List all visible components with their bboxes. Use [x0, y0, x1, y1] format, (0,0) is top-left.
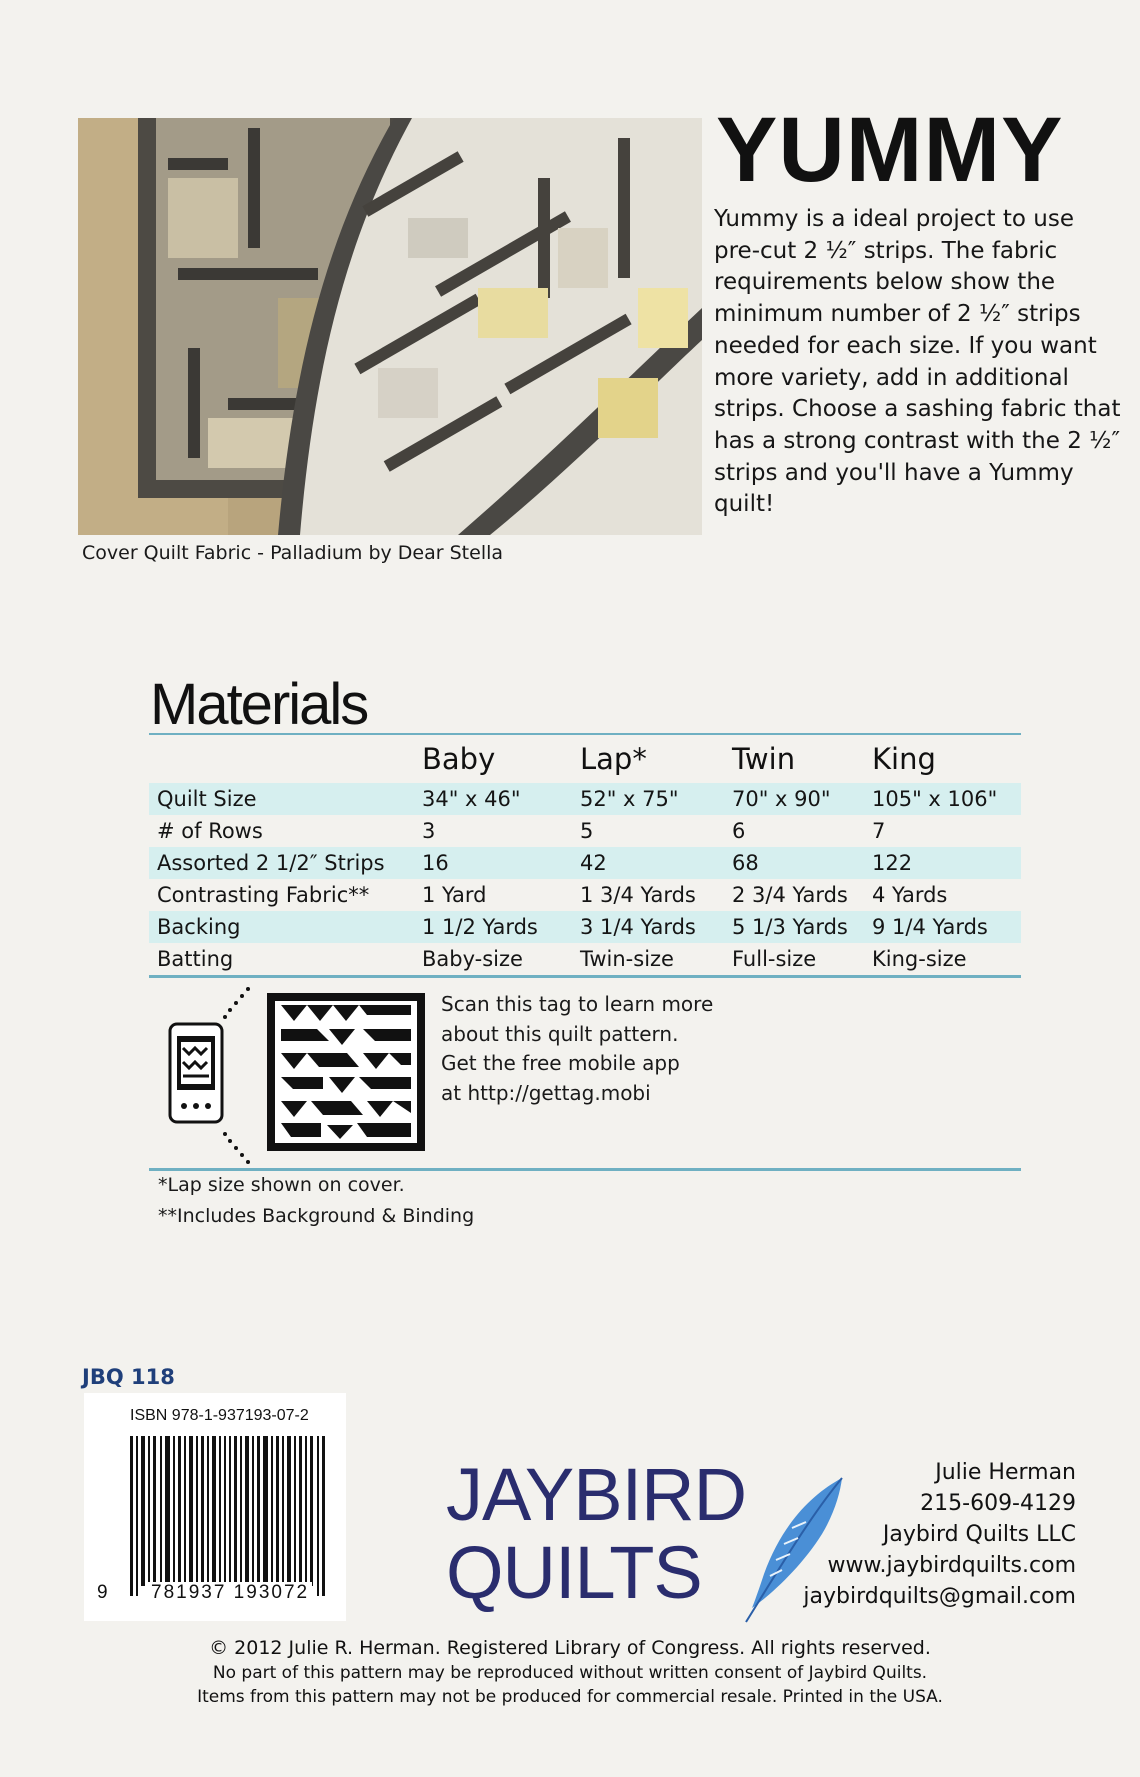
table-cell: 5: [580, 819, 594, 843]
table-cell: King-size: [872, 943, 1021, 977]
table-header-cell: Lap*: [580, 742, 647, 776]
intro-paragraph: Yummy is a ideal project to use pre-cut 2 ½″ strips. The fabric requirements below show the minimum number of 2 ½″ strips needed for each size. If you want more variety, add in additional strips. Choose a sashing fabric that has a strong contrast with the 2 ½″ strips and you'll have a Yummy quilt!: [714, 206, 1121, 518]
table-cell: 52" x 75": [580, 783, 732, 815]
microsoft-tag-code[interactable]: [267, 993, 425, 1151]
barcode-digits: 781937 193072: [148, 1582, 312, 1604]
materials-heading: Materials: [150, 672, 368, 737]
table-cell: # of Rows: [157, 819, 263, 843]
contact-phone: 215-609-4129: [920, 1491, 1076, 1516]
barcode: [130, 1436, 325, 1596]
table-cell: 1 3/4 Yards: [580, 883, 696, 907]
table-cell: Baby-size: [422, 943, 580, 977]
table-cell: Backing: [149, 911, 422, 943]
legal-notice: [100, 1636, 1040, 1710]
table-cell: 1 1/2 Yards: [422, 911, 580, 943]
table-cell: 7: [872, 819, 886, 843]
barcode-lead-digit: 9: [97, 1582, 108, 1603]
contact-company: Jaybird Quilts LLC: [882, 1522, 1076, 1547]
resale-line: Items from this pattern may not be produced for commercial resale. Printed in the USA.: [197, 1687, 943, 1707]
table-cell: 70" x 90": [732, 783, 872, 815]
table-cell: 105" x 106": [872, 783, 1021, 815]
brand-logo-line1: JAYBIRD: [446, 1453, 747, 1536]
table-row: [149, 911, 1021, 943]
table-header-cell: King: [872, 742, 936, 776]
table-cell: 2 3/4 Yards: [732, 883, 848, 907]
lap-size-note: *Lap size shown on cover.: [158, 1174, 405, 1196]
table-header-row: [149, 734, 1021, 783]
table-cell: 4 Yards: [872, 883, 948, 907]
table-cell: 16: [422, 847, 580, 879]
table-cell: 1 Yard: [422, 883, 487, 907]
contact-block: [780, 1457, 1076, 1612]
photo-caption: Cover Quilt Fabric - Palladium by Dear Stella: [82, 542, 504, 564]
copyright-line: © 2012 Julie R. Herman. Registered Library of Congress. All rights reserved.: [209, 1637, 931, 1659]
table-cell: 3 1/4 Yards: [580, 911, 732, 943]
contact-name: Julie Herman: [935, 1460, 1076, 1485]
tag-line: about this quilt pattern.: [441, 1021, 679, 1046]
table-cell: Twin-size: [580, 943, 732, 977]
table-cell: 9 1/4 Yards: [872, 911, 1021, 943]
tag-line: Get the free mobile app: [441, 1051, 680, 1075]
table-cell: 3: [422, 819, 436, 843]
quilt-photo-illustration: [78, 118, 702, 535]
tag-line: at http://gettag.mobi: [441, 1080, 651, 1105]
isbn-label: ISBN 978-1-937193-07-2: [130, 1407, 309, 1424]
table-header-cell: [149, 734, 422, 783]
table-cell: Quilt Size: [149, 783, 422, 815]
quilt-photo: [78, 118, 702, 535]
brand-logo-line2: QUILTS: [446, 1531, 702, 1614]
materials-table: [149, 733, 1021, 978]
pattern-title: YUMMY: [716, 99, 1064, 201]
table-row: [149, 879, 1021, 911]
table-row: [149, 783, 1021, 815]
mobile-phone-icon: [168, 1022, 224, 1124]
table-cell: Batting: [149, 943, 422, 977]
tag-line: Scan this tag to learn more: [441, 992, 714, 1016]
table-row: [149, 815, 1021, 847]
reproduction-line: No part of this pattern may be reproduced without written consent of Jaybird Quilts.: [212, 1662, 928, 1683]
contact-website-link[interactable]: www.jaybirdquilts.com: [827, 1553, 1076, 1578]
table-cell: Full-size: [732, 943, 872, 977]
table-row: [149, 847, 1021, 879]
table-cell: 6: [732, 819, 746, 843]
scan-dots-icon: [222, 986, 252, 1166]
table-cell: 68: [732, 847, 872, 879]
table-header-cell: Baby: [422, 742, 496, 776]
tag-instructions: [441, 990, 721, 1108]
table-cell: Assorted 2 1/2″ Strips: [149, 847, 422, 879]
contrasting-fabric-note: **Includes Background & Binding: [158, 1205, 475, 1227]
table-cell: 34" x 46": [422, 783, 580, 815]
contact-email-link[interactable]: jaybirdquilts@gmail.com: [803, 1584, 1076, 1609]
table-cell: 5 1/3 Yards: [732, 911, 872, 943]
table-cell: 42: [580, 847, 732, 879]
table-cell: Contrasting Fabric**: [157, 883, 370, 907]
table-cell: 122: [872, 847, 1021, 879]
pattern-code: JBQ 118: [82, 1365, 175, 1389]
table-header-cell: Twin: [732, 742, 796, 776]
